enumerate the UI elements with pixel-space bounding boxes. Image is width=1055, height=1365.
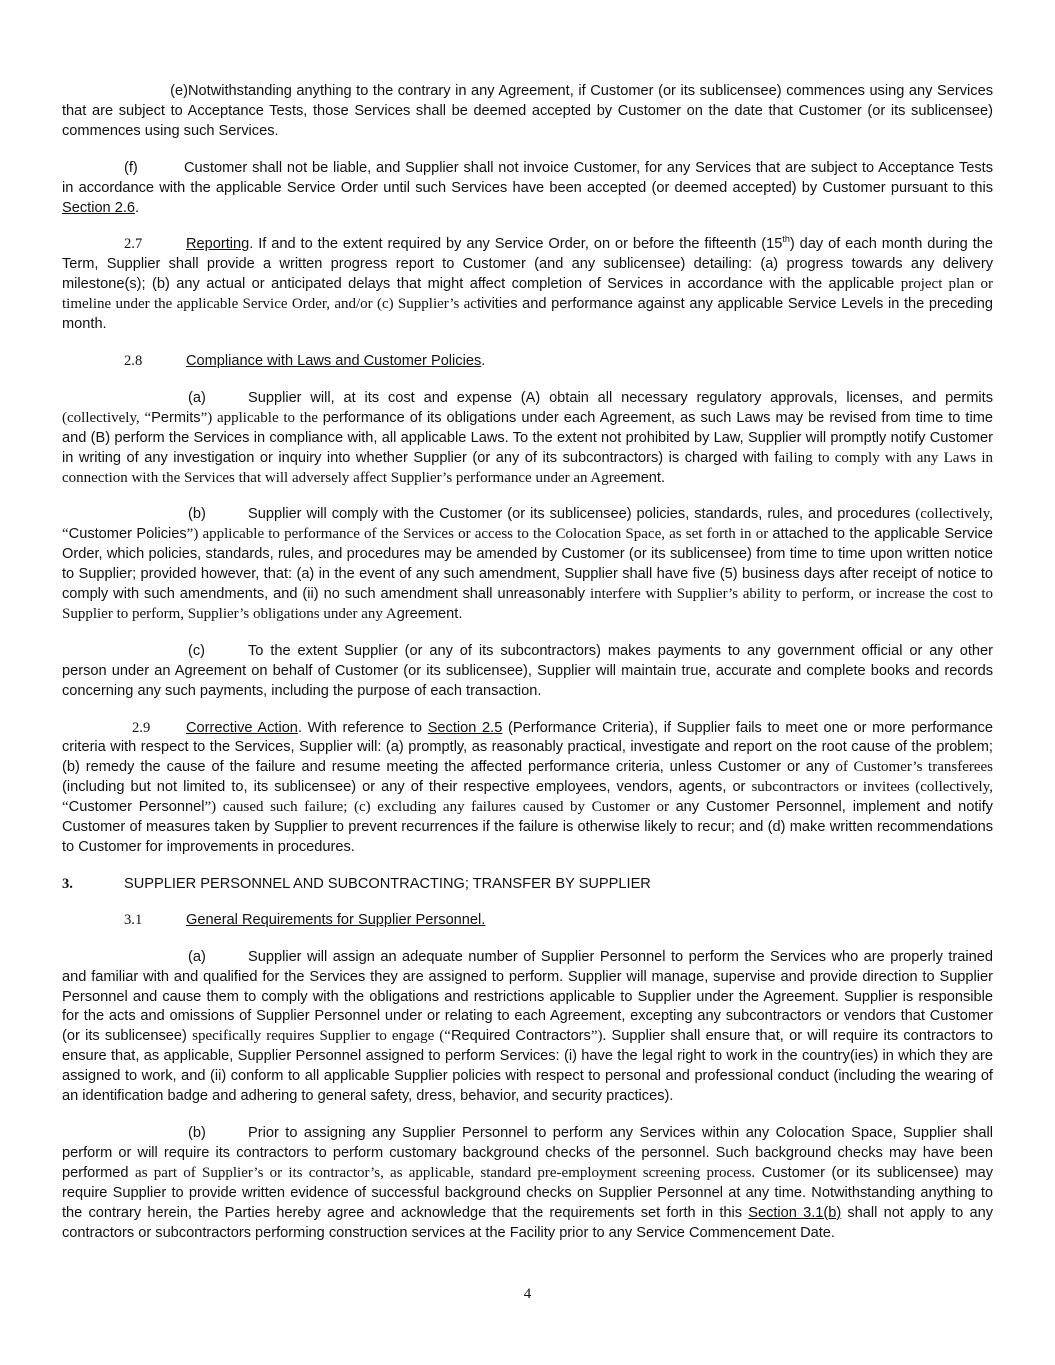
clause-text-serif: ”).	[590, 1028, 607, 1045]
section-2-8	[62, 352, 993, 372]
clause-text-serif: (collectively, “	[62, 409, 152, 426]
document-page	[62, 82, 993, 1260]
clause-text-serif: interfere with Supplier’s ability to perform, or increase the cost to Supplier to perform, Supplier’s obligations under any A	[62, 586, 993, 622]
section-number: 2.9	[132, 719, 151, 736]
clause-label: (a)	[188, 948, 206, 965]
article-title: SUPPLIER PERSONNEL AND SUBCONTRACTING; TRANSFER BY SUPPLIER	[124, 875, 651, 892]
section-text: any Customer Personnel, implement and notify Customer of measures taken by Supplier to prevent recurrences if the failure is otherwise likely to recur; and (d) make written recommendations to Customer for improvements in procedures.	[62, 799, 993, 855]
clause-text: shall not apply to any contractors or subcontractors performing construction services at the Facility prior to any Service Commencement Date.	[62, 1204, 993, 1241]
clause-text: Notwithstanding anything to the contrary in any Agreement, if Customer (or its sublicensee) commences using any Services that are subject to Acceptance Tests, those Services shall be deemed accepted by Customer on the date that Customer (or its sublicensee) commences using such Services.	[62, 83, 993, 139]
clause-text-serif: ”) applicable to performance of the Services or access to the Colocation Space, as set forth in or	[186, 526, 773, 543]
section-text: (Performance Criteria), if Supplier fails to meet one or more performance criteria with respect to the Services, Supplier will: (a) promptly, as reasonably practical, investigate and report on the root cause of the problem; (b) remedy the cause of the failure and resume meeting the affected performance criteria, unless Customer or any	[62, 719, 993, 776]
section-number: 2.8	[124, 352, 143, 369]
paragraph-3-1a	[62, 948, 993, 1107]
section-title: Reporting	[186, 236, 250, 253]
defined-term: Required Contractors	[450, 1028, 591, 1045]
section-text: . If and to the extent required by any Service Order, on or before the fifteenth (15	[249, 236, 783, 253]
paragraph-2-8b	[62, 505, 993, 624]
article-number: 3.	[62, 875, 73, 892]
clause-text: attached to the applicable Service Order, which policies, standards, rules, and procedures may be amended by Customer (or its sublicensee) from time to time upon written notice to Supplier; provided however, that: (a) in the event of any such amendment, Supplier shall have five (5) business days after receipt of notice to comply with such amendments, and (ii) no such amendment shall unreasonably	[62, 526, 993, 603]
section-reference-link[interactable]: Section 2.5	[427, 719, 503, 736]
clause-label: (b)	[188, 506, 206, 523]
section-2-7	[62, 235, 993, 335]
clause-text: Prior to assigning any Supplier Personnel to perform any Services within any Colocation Space, Supplier shall perform or will require its contractors to perform customary background checks of the personnel. Such background checks may have been performed	[62, 1124, 993, 1181]
clause-text: Customer (or its sublicensee) may require Supplier to provide written evidence of successful background checks on Supplier Personnel at any time. Notwithstanding anything to the contrary herein, the Parties hereby agree and acknowledge that the requirements set forth in this	[62, 1164, 993, 1221]
section-text: ) day of each month during the Term, Supplier shall provide a written progress report to Customer (and any sublicensee) detailing: (a) progress towards any delivery milestone(s); (b) any actual or anticipated delays that might affect completion of Services in accordance with the applicable	[62, 236, 994, 293]
clause-text-end: .	[135, 199, 140, 216]
section-text-serif: subcontractors or invitees (collectively, “	[62, 779, 993, 816]
defined-term: Customer Policies	[68, 526, 187, 543]
clause-label: (a)	[188, 389, 206, 406]
section-title: Compliance with Laws and Customer Policies	[186, 352, 482, 369]
clause-text: Supplier will comply with the Customer (or its sublicensee) policies, standards, rules, and procedures	[248, 506, 916, 523]
defined-term: Permits	[151, 409, 201, 426]
clause-text: Supplier will, at its cost and expense (A) obtain all necessary regulatory approvals, licenses, and permits	[248, 389, 993, 406]
clause-text: ement.	[620, 469, 666, 486]
section-text: . With reference to	[297, 719, 428, 736]
paragraph-2-8a	[62, 389, 993, 489]
clause-label: (b)	[188, 1124, 206, 1141]
clause-text: Supplier shall ensure that, or will require its contractors to ensure that, as applicable, Supplier Personnel assigned to perform Services: (i) have the legal right to work in the country(ies) in which they are assigned to work, and (ii) conform to all applicable Supplier policies with respect to personal and professional conduct (including the wearing of an identification badge and adhering to general safety, dress, behavior, and security practices).	[62, 1028, 993, 1105]
section-text: (including but not limited to, its sublicensee) or any of their respective employees, vendors, agents, or	[62, 779, 752, 796]
clause-label: (e)	[170, 83, 188, 99]
page-number: 4	[523, 1286, 532, 1302]
section-reference-link[interactable]: Section 2.6	[62, 199, 136, 216]
paragraph-3-1b	[62, 1124, 993, 1243]
clause-label: (c)	[188, 642, 206, 659]
clause-text: To the extent Supplier (or any of its subcontractors) makes payments to any government official or any other person under an Agreement on behalf of Customer (or its sublicensee), Supplier will maintain true, accurate and complete books and records concerning any such payments, including the purpose of each transaction.	[62, 642, 993, 699]
section-3-1	[62, 911, 993, 931]
section-title-end: .	[481, 352, 486, 369]
section-number: 3.1	[124, 911, 143, 928]
section-reference-link[interactable]: Section 3.1(b)	[748, 1204, 842, 1221]
clause-text-serif: ”) applicable to the	[200, 409, 323, 426]
clause-text-serif: ailing to comply with any Laws in connection with the Services that will adversely affect Supplier’s performance under an Agre	[62, 449, 993, 486]
clause-text: Supplier will assign an adequate number of Supplier Personnel to perform the Services who are properly trained and familiar with and qualified for the Services they are assigned to perform. Supplier will manage, supervise and provide direction to Supplier Personnel and cause them to comply with the obligations and restrictions applicable to Supplier under the Agreement. Supplier is responsible for the acts and omissions of Supplier Personnel under or relating to each Agreement, excepting any subcontractors or vendors that Customer (or its sublicensee)	[62, 948, 993, 1045]
section-text-serif: project plan or timeline under the applicable Service Order, and/or (c) Supplier’s ac	[62, 276, 993, 313]
clause-text-serif: specifically requires Supplier to engage (“	[192, 1028, 451, 1045]
section-2-9	[62, 719, 993, 858]
section-title: Corrective Action	[186, 719, 298, 736]
clause-text: performance of its obligations under each Agreement, as such Laws may be revised from time to time and (B) perform the Services in compliance with, all applicable Laws. To the extent not prohibited by Law, Supplier will promptly notify Customer in writing of any investigation or inquiry into whether Supplier (or any of its subcontractors) is charged with f	[62, 409, 993, 466]
ordinal-suffix: th	[782, 234, 790, 245]
section-text: tivities and performance against any applicable Service Levels in the preceding month.	[62, 296, 993, 333]
clause-text: greement.	[396, 605, 463, 622]
clause-text-serif: as part of Supplier’s or its contractor’s, as applicable, standard pre-employment screening process.	[135, 1164, 756, 1181]
section-text-serif: ”) caused such failure; (c) excluding any failures caused by Customer or	[204, 799, 676, 816]
defined-term: Customer Personnel	[68, 799, 205, 816]
paragraph-2-8c	[62, 642, 993, 702]
clause-text-serif: (collectively, “	[62, 506, 993, 543]
clause-label: (f)	[124, 159, 138, 176]
clause-text: Customer shall not be liable, and Supplier shall not invoice Customer, for any Services that are subject to Acceptance Tests in accordance with the applicable Service Order until such Services have been accepted (or deemed accepted) by Customer pursuant to this	[62, 159, 993, 196]
section-title: General Requirements for Supplier Personnel.	[186, 911, 486, 928]
paragraph-2-6f	[62, 159, 993, 219]
section-number: 2.7	[124, 236, 143, 253]
article-3-heading	[62, 875, 993, 895]
section-text-serif: of Customer’s transferees	[835, 759, 993, 776]
paragraph-2-6e	[62, 82, 993, 142]
